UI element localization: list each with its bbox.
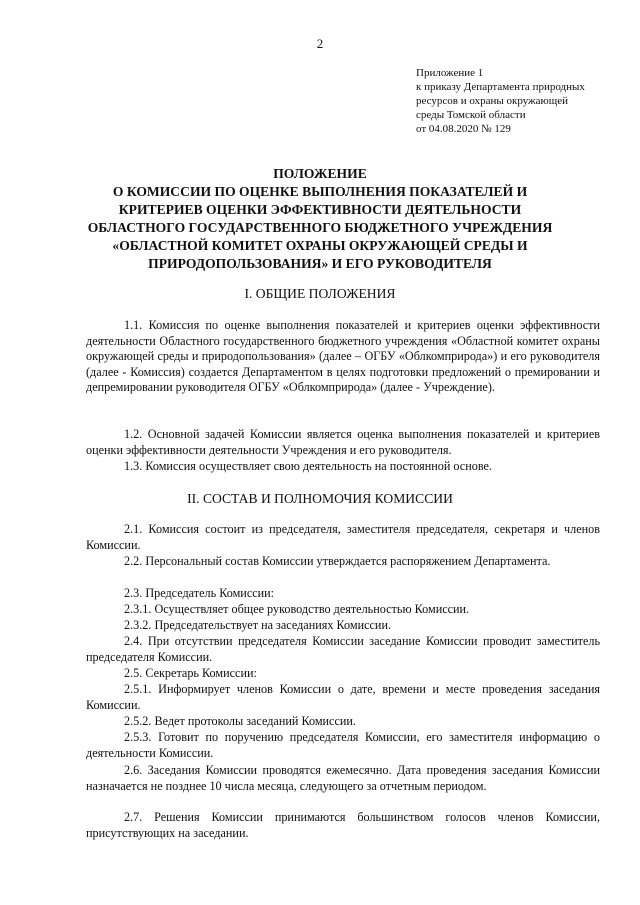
title-line: КРИТЕРИЕВ ОЦЕНКИ ЭФФЕКТИВНОСТИ ДЕЯТЕЛЬНОСТИ bbox=[118, 202, 522, 217]
paragraph-1-1: 1.1. Комиссия по оценке выполнения показателей и критериев оценки эффективности деятельности Областного государственного бюджетного учреждения «Областной комитет охраны окружающей среды и природопользования» (далее – ОГБУ «Облкомприрода») и его руководителя (далее - Комиссия) создается Департаментом в целях подготовки предложений о премировании и депремировании руководителя ОГБУ «Облкомприрода» (далее - Учреждение). bbox=[86, 318, 600, 394]
paragraph-2-3-1: 2.3.1. Осуществляет общее руководство деятельностью Комиссии. bbox=[124, 602, 470, 616]
document-title bbox=[0, 165, 640, 273]
paragraph-2-3-2: 2.3.2. Председательствует на заседаниях Комиссии. bbox=[124, 618, 392, 632]
paragraph-2-6: 2.6. Заседания Комиссии проводятся ежемесячно. Дата проведения заседания Комиссии назначается не позднее 10 числа месяца, следующего за отчетным периодом. bbox=[86, 763, 600, 793]
title-line: ПРИРОДОПОЛЬЗОВАНИЯ» И ЕГО РУКОВОДИТЕЛЯ bbox=[148, 256, 492, 271]
title-line: «ОБЛАСТНОЙ КОМИТЕТ ОХРАНЫ ОКРУЖАЮЩЕЙ СРЕДЫ И bbox=[112, 238, 528, 253]
title-line: ОБЛАСТНОГО ГОСУДАРСТВЕННОГО БЮДЖЕТНОГО УЧРЕЖДЕНИЯ bbox=[87, 220, 553, 235]
section-heading-composition: II. СОСТАВ И ПОЛНОМОЧИЯ КОМИССИИ bbox=[187, 491, 453, 506]
paragraph-2-4: 2.4. При отсутствии председателя Комиссии заседание Комиссии проводит заместитель председателя Комиссии. bbox=[86, 634, 600, 664]
paragraph-2-5-2: 2.5.2. Ведет протоколы заседаний Комиссии. bbox=[124, 714, 356, 728]
appendix-line: ресурсов и охраны окружающей bbox=[416, 95, 568, 107]
paragraph-2-3: 2.3. Председатель Комиссии: bbox=[124, 586, 275, 600]
appendix-line: Приложение 1 bbox=[416, 67, 484, 79]
paragraph-1-2: 1.2. Основной задачей Комиссии является оценка выполнения показателей и критериев оценки эффективности деятельности Учреждения и его руководителя. bbox=[86, 427, 600, 457]
title-line: О КОМИССИИ ПО ОЦЕНКЕ ВЫПОЛНЕНИЯ ПОКАЗАТЕЛЕЙ И bbox=[112, 184, 528, 199]
paragraph-2-5: 2.5. Секретарь Комиссии: bbox=[124, 666, 257, 680]
paragraph-1-3: 1.3. Комиссия осуществляет свою деятельность на постоянной основе. bbox=[124, 459, 492, 473]
section-heading-general: I. ОБЩИЕ ПОЛОЖЕНИЯ bbox=[244, 286, 396, 301]
title-line: ПОЛОЖЕНИЕ bbox=[273, 166, 367, 181]
page-number: 2 bbox=[316, 36, 324, 51]
paragraph-2-2: 2.2. Персональный состав Комиссии утверждается распоряжением Департамента. bbox=[124, 554, 551, 568]
appendix-line: от 04.08.2020 № 129 bbox=[416, 123, 511, 135]
paragraph-2-1: 2.1. Комиссия состоит из председателя, заместителя председателя, секретаря и членов Комиссии. bbox=[86, 522, 600, 552]
appendix-block bbox=[416, 66, 616, 136]
appendix-line: среды Томской области bbox=[416, 109, 526, 121]
paragraph-2-7: 2.7. Решения Комиссии принимаются большинством голосов членов Комиссии, присутствующих на заседании. bbox=[86, 810, 600, 840]
paragraph-2-5-1: 2.5.1. Информирует членов Комиссии о дате, времени и месте проведения заседания Комиссии. bbox=[86, 682, 600, 712]
appendix-line: к приказу Департамента природных bbox=[416, 81, 585, 93]
paragraph-2-5-3: 2.5.3. Готовит по поручению председателя Комиссии, его заместителя информацию о деятельности Комиссии. bbox=[86, 730, 600, 760]
